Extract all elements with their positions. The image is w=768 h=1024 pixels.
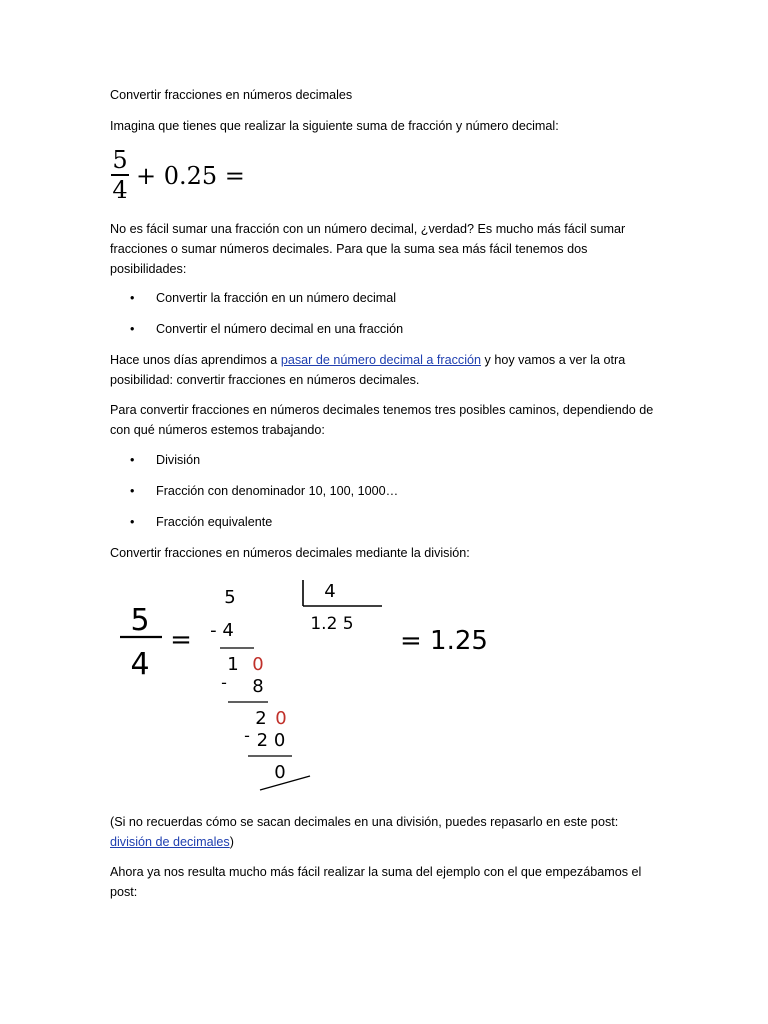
remainder2-digit: 2 (255, 708, 267, 729)
division-fraction-denominator: 4 (130, 647, 150, 682)
divisor: 4 (324, 581, 336, 602)
paragraph-2-before: Hace unos días aprendimos a (110, 353, 281, 367)
list-item-label: División (156, 453, 201, 467)
step1-subtrahend: - 4 (210, 620, 234, 641)
doc-title: Convertir fracciones en números decimales (110, 88, 353, 102)
remainder1-added-zero: 0 (252, 654, 264, 675)
list-item-label: Fracción con denominador 10, 100, 1000… (156, 484, 399, 498)
paragraph-3: Para convertir fracciones en números decimales tenemos tres posibles caminos, dependiendo de con qué números estemos trabajando: (110, 403, 654, 437)
paragraph-1: No es fácil sumar una fracción con un número decimal, ¿verdad? Es mucho más fácil sumar fracciones o sumar números decimales. Para que la suma sea más fácil tenemos dos posibilidades: (110, 222, 626, 276)
section-heading: Convertir fracciones en números decimales mediante la división: (110, 546, 470, 560)
step2-subtrahend: 8 (252, 676, 264, 697)
paragraph-5: Ahora ya nos resulta mucho más fácil realizar la suma del ejemplo con el que empezábamos el post: (110, 865, 642, 899)
division-result: = 1.25 (400, 626, 488, 656)
division-fraction-numerator: 5 (130, 603, 150, 638)
step3-subtrahend: 2 0 (256, 730, 286, 751)
link-division-decimales[interactable]: división de decimales (110, 835, 230, 849)
bullet-icon: • (130, 515, 135, 529)
list-item-label: Convertir la fracción en un número decimal (156, 291, 397, 305)
remainder1-digit: 1 (227, 654, 239, 675)
formula-fraction (110, 146, 130, 204)
paragraph-4-after: ) (229, 835, 234, 849)
list-item-label: Convertir el número decimal en una fracción (156, 322, 404, 336)
dividend: 5 (224, 587, 236, 608)
paragraph-4 (110, 812, 660, 852)
bullet-icon: • (130, 484, 135, 498)
paragraph-4-before: (Si no recuerdas cómo se sacan decimales en una división, puedes repasarlo en este post: (110, 815, 619, 829)
bullet-icon: • (130, 322, 135, 336)
link-decimal-a-fraccion[interactable]: pasar de número decimal a fracción (280, 353, 482, 367)
bullet-icon: • (130, 453, 135, 467)
intro-paragraph: Imagina que tienes que realizar la siguiente suma de fracción y número decimal: (110, 119, 559, 133)
long-division-diagram (110, 578, 530, 798)
sum-formula (110, 146, 270, 208)
formula-numerator: 5 (112, 146, 128, 174)
division-equals-sign: = (170, 625, 192, 655)
final-remainder: 0 (274, 762, 286, 783)
formula-denominator: 4 (112, 175, 128, 204)
bullet-icon: • (130, 291, 135, 305)
quotient: 1.2 5 (310, 614, 354, 634)
paragraph-2 (110, 350, 660, 390)
formula-rest: + 0.25 = (136, 162, 245, 190)
step2-minus: - (221, 673, 227, 692)
step3-minus: - (244, 726, 250, 745)
remainder2-added-zero: 0 (275, 708, 287, 729)
list-item-label: Fracción equivalente (156, 515, 273, 529)
paragraph-2-after: y hoy vamos a ver la otra posibilidad: convertir fracciones en números decimales. (110, 353, 626, 387)
